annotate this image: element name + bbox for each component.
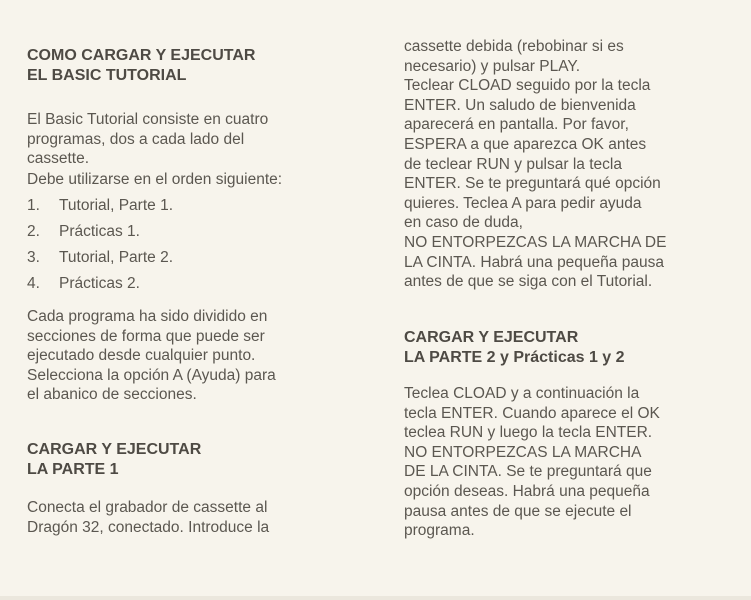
- text-line: Dragón 32, conectado. Introduce la: [27, 518, 270, 536]
- text-line: pausa antes de que se ejecute el: [404, 502, 632, 520]
- intro-paragraph: [27, 110, 268, 169]
- text-line: quieres. Teclea A para pedir ayuda: [404, 194, 642, 212]
- list-number: 3.: [27, 249, 40, 266]
- order-line: Debe utilizarse en el orden siguiente:: [27, 171, 283, 188]
- list-text: Prácticas 1.: [59, 223, 140, 240]
- text-line: Cada programa ha sido dividido en: [27, 308, 268, 325]
- part2-paragraph: [404, 384, 660, 541]
- text-line: de teclear RUN y pulsar la tecla: [404, 155, 622, 173]
- sections-paragraph: [27, 307, 276, 405]
- heading-parte-1: [27, 440, 201, 480]
- heading-line: CARGAR Y EJECUTAR: [27, 441, 202, 458]
- text-line: el abanico de secciones.: [27, 386, 197, 404]
- list-text: Prácticas 2.: [59, 275, 140, 292]
- text-line: teclea RUN y luego la tecla ENTER.: [404, 424, 653, 442]
- heading-line: COMO CARGAR Y EJECUTAR: [27, 47, 256, 64]
- text-line: Teclea CLOAD y a continuación la: [404, 385, 640, 402]
- heading-como-cargar: [27, 46, 255, 86]
- heading-line: LA PARTE 2 y Prácticas 1 y 2: [404, 349, 625, 366]
- heading-parte-2: [404, 328, 625, 368]
- list-item: [27, 196, 173, 216]
- text-line: aparecerá en pantalla. Por favor,: [404, 116, 629, 134]
- list-item: [27, 248, 173, 268]
- list-item: [27, 274, 140, 294]
- text-line: ESPERA a que aparezca OK antes: [404, 135, 647, 153]
- text-line: en caso de duda,: [404, 214, 523, 232]
- text-line: tecla ENTER. Cuando aparece el OK: [404, 404, 660, 422]
- page-bottom-edge: [0, 596, 751, 600]
- heading-line: LA PARTE 1: [27, 461, 119, 478]
- text-line: programa.: [404, 522, 475, 540]
- continued-paragraph: [404, 37, 666, 292]
- text-line: antes de que se siga con el Tutorial.: [404, 273, 653, 291]
- list-text: Tutorial, Parte 1.: [59, 197, 174, 214]
- text-line: programas, dos a cada lado del: [27, 130, 245, 148]
- list-number: 4.: [27, 275, 40, 292]
- text-line: NO ENTORPEZCAS LA MARCHA: [404, 443, 642, 461]
- text-line: DE LA CINTA. Se te preguntará que: [404, 463, 652, 481]
- text-line: El Basic Tutorial consiste en cuatro: [27, 111, 269, 128]
- text-line: ejecutado desde cualquier punto.: [27, 347, 256, 365]
- text-line: necesario) y pulsar PLAY.: [404, 57, 581, 75]
- part1-paragraph: [27, 498, 269, 537]
- heading-line: EL BASIC TUTORIAL: [27, 67, 187, 84]
- text-line: secciones de forma que puede ser: [27, 327, 265, 345]
- text-line: cassette.: [27, 150, 90, 168]
- text-line: Teclear CLOAD seguido por la tecla: [404, 77, 651, 95]
- text-line: Selecciona la opción A (Ayuda) para: [27, 366, 276, 384]
- list-item: [27, 222, 140, 242]
- text-line: NO ENTORPEZCAS LA MARCHA DE: [404, 233, 667, 251]
- text-line: LA CINTA. Habrá una pequeña pausa: [404, 253, 664, 271]
- text-line: ENTER. Se te preguntará qué opción: [404, 175, 661, 193]
- text-line: Conecta el grabador de cassette al: [27, 499, 268, 516]
- text-line: opción deseas. Habrá una pequeña: [404, 482, 650, 500]
- list-number: 1.: [27, 197, 40, 214]
- text-line: cassette debida (rebobinar si es: [404, 38, 624, 55]
- list-text: Tutorial, Parte 2.: [59, 249, 174, 266]
- heading-line: CARGAR Y EJECUTAR: [404, 329, 579, 346]
- text-line: ENTER. Un saludo de bienvenida: [404, 96, 636, 114]
- list-number: 2.: [27, 223, 40, 240]
